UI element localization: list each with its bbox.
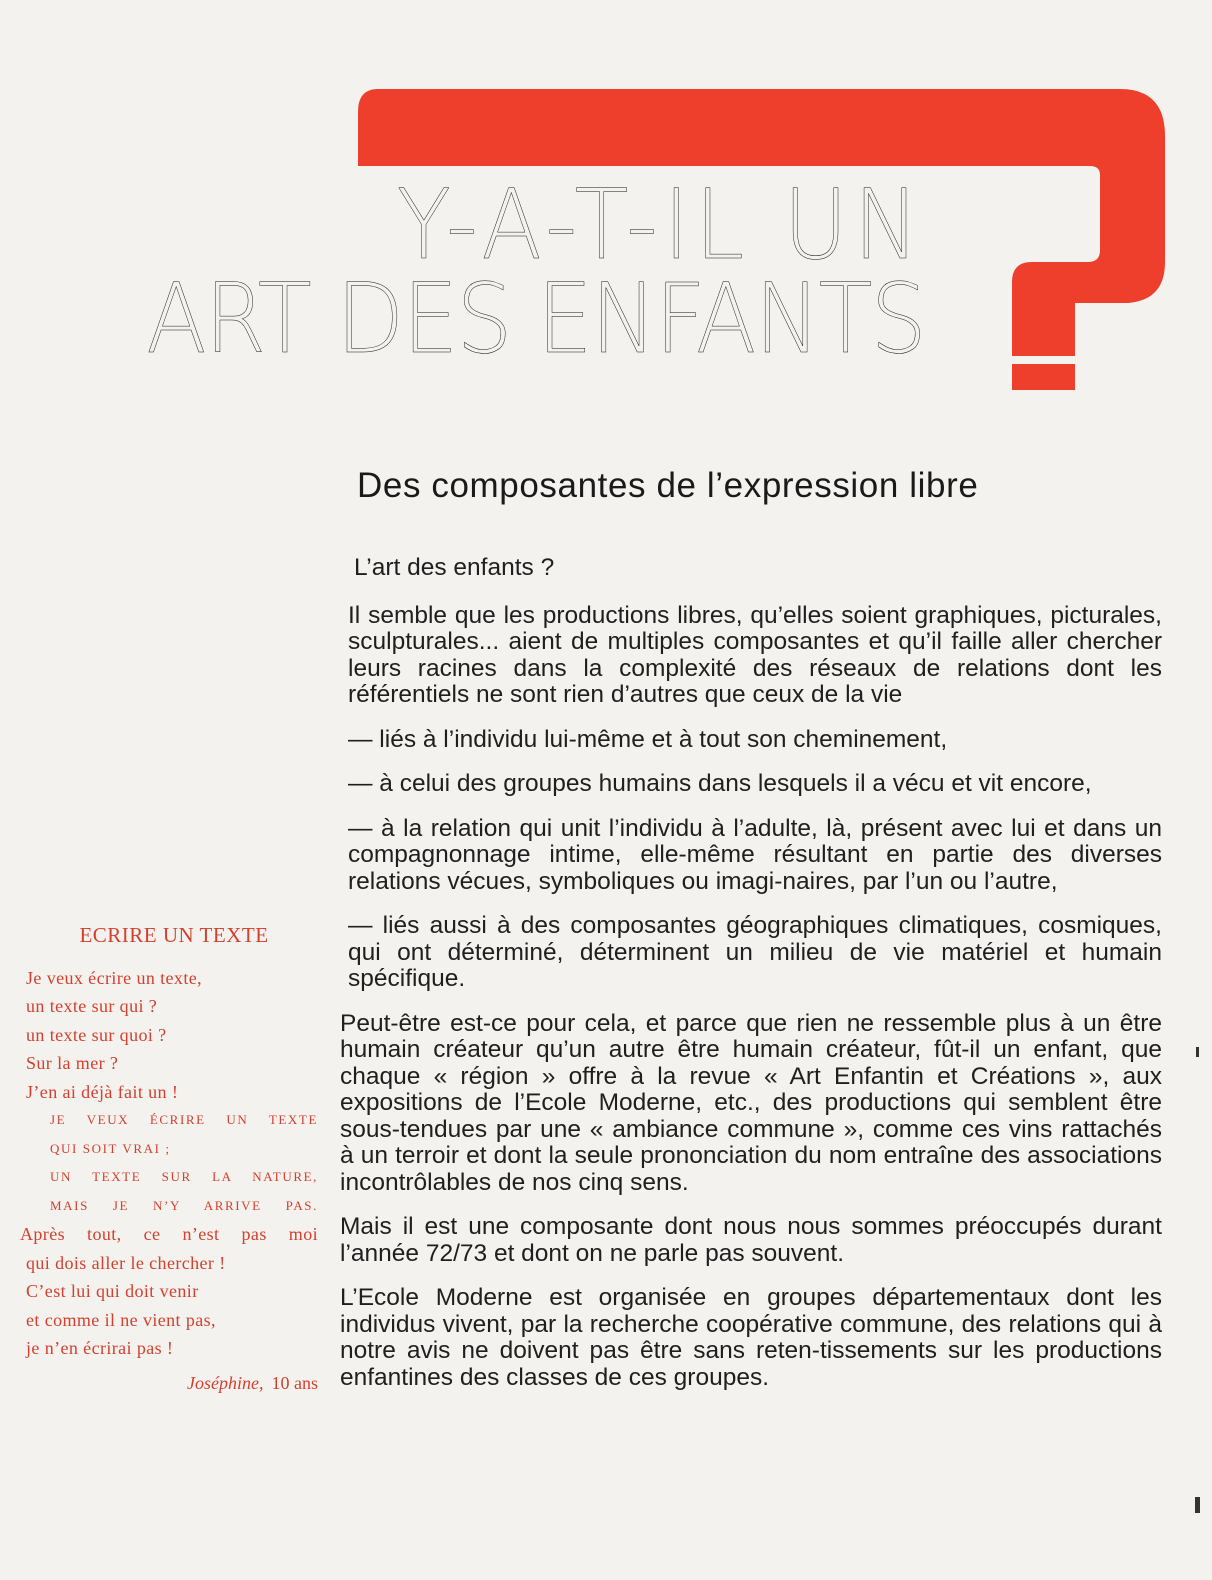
article-paragraph: — liés aussi à des composantes géographiques climatiques, cosmiques, qui ont déterminé, déterminent un milieu de vie matériel et humain spécifique. — [348, 912, 1162, 992]
poem-line: qui dois aller le chercher ! — [26, 1252, 226, 1273]
subtitle: Des composantes de l’expression libre — [357, 466, 979, 505]
poem-title: ECRIRE UN TEXTE — [79, 923, 269, 947]
poem-line: et comme il ne vient pas, — [26, 1309, 216, 1330]
poem-sidebar — [20, 921, 318, 1397]
article-paragraph: L’Ecole Moderne est organisée en groupes départementaux dont les individus vivent, par la recherche coopérative commune, des relations qui à notre avis ne doivent pas être sans reten-tissements sur les productions enfantines des classes de ces groupes. — [340, 1284, 1162, 1391]
title-line-1: Y-A-T-IL UN — [396, 169, 926, 281]
poem-line: je n’en écrirai pas ! — [26, 1338, 174, 1358]
poem-line: C’est lui qui doit venir — [26, 1281, 199, 1301]
poem-line-caps: QUI SOIT VRAI ; — [50, 1140, 171, 1156]
poem-line-caps: MAIS JE N’Y ARRIVE PAS. — [50, 1197, 318, 1213]
page-title — [74, 169, 926, 375]
poem-author-age: 10 ans — [271, 1372, 318, 1393]
article-paragraph: Il semble que les productions libres, qu’elles soient graphiques, picturales, sculpturales... aient de multiples composantes et qu’il faille aller chercher leurs racines dans la complexité des réseaux de relations dont les référentiels ne sont rien d’autres que ceux de la vie — [348, 601, 1162, 708]
question-mark-dot — [1012, 364, 1075, 390]
margin-mark — [1196, 1047, 1199, 1057]
poem-line-caps: UN TEXTE SUR LA NATURE, — [50, 1169, 318, 1184]
poem-line-caps: JE VEUX ÉCRIRE UN TEXTE — [50, 1112, 318, 1127]
article-paragraph: — à celui des groupes humains dans lesquels il a vécu et vit encore, — [348, 770, 1092, 797]
poem-line: Sur la mer ? — [26, 1053, 119, 1073]
article-body — [340, 555, 1162, 1409]
article-paragraph: — à la relation qui unit l’individu à l’adulte, là, présent avec lui et dans un compagnonnage intime, elle-même résultant en partie des diverses relations vécues, symboliques ou imagi-naires, par l’un ou l’autre, — [348, 814, 1162, 895]
margin-mark — [1195, 1497, 1200, 1513]
poem-line: un texte sur quoi ? — [26, 1024, 167, 1045]
poem-line: Je veux écrire un texte, — [26, 967, 203, 988]
article-paragraph: Peut-être est-ce pour cela, et parce que rien ne ressemble plus à un être humain créateur qu’un autre être humain créateur, fût-il un enfant, que chaque « région » offre à la revue « Art Enfantin et Créations », aux expositions de l’Ecole Moderne, etc., des productions qui semblent être sous-tendues par une « ambiance commune », comme ces vins rattachés à un terroir et dont la seule prononciation du nom entraîne des associations incontrôlables de nos cinq sens. — [340, 1009, 1162, 1196]
article-paragraph: Mais il est une composante dont nous nous sommes préoccupés durant l’année 72/73 et dont on ne parle pas souvent. — [340, 1213, 1162, 1267]
poem-line: J’en ai déjà fait un ! — [26, 1081, 179, 1102]
article-paragraph: — liés à l’individu lui-même et à tout son cheminement, — [348, 725, 948, 753]
poem-author: Joséphine, — [187, 1372, 264, 1393]
title-line-2: ART DES ENFANTS — [146, 263, 925, 375]
poem-line: un texte sur qui ? — [26, 996, 158, 1016]
poem-signature — [20, 1369, 318, 1398]
poem-line: Après tout, ce n’est pas moi — [20, 1224, 318, 1244]
article-paragraph: L’art des enfants ? — [354, 554, 555, 581]
